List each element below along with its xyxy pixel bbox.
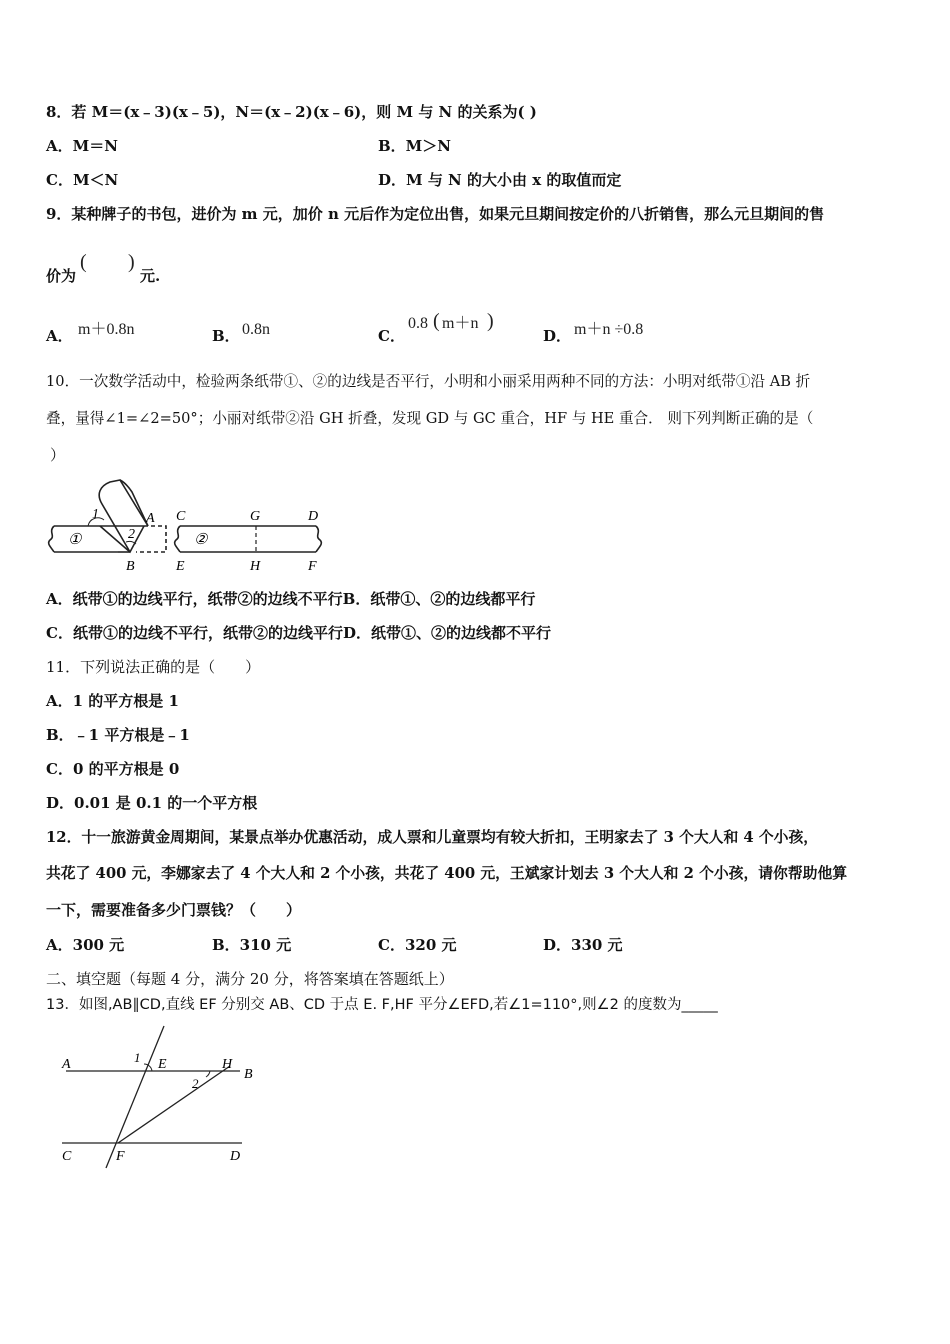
q9-option-d-label: D． — [543, 327, 572, 345]
q9-option-c-close: ) — [487, 310, 494, 332]
q9-option-c-pre: 0.8 — [408, 315, 428, 332]
q13-fig-label-e: E — [158, 1057, 167, 1072]
q9-option-c-open: ( — [433, 310, 440, 332]
q13-fig-label-d: D — [230, 1149, 241, 1164]
q10-fig-label-e: E — [176, 559, 185, 574]
q10-options-cd: C．纸带①的边线不平行，纸带②的边线平行D．纸带①、②的边线都不平行 — [46, 624, 551, 642]
q13-fig-label-h: H — [222, 1057, 233, 1072]
q12-option-d: D．330 元 — [543, 936, 623, 954]
q9-option-a-label: A． — [46, 327, 73, 345]
q13-fig-angle-1: 1 — [134, 1050, 141, 1065]
q11-option-c: C．0 的平方根是 0 — [46, 760, 180, 778]
q13-lines — [62, 1026, 242, 1168]
q8-stem: 8．若 M＝(x﹣3)(x﹣5)，N＝(x﹣2)(x﹣6)，则 M 与 N 的关系为( ) — [46, 103, 537, 121]
q12-stem-line3: 一下，需要准备多少门票钱？（ ） — [46, 901, 302, 919]
q11-option-a: A．1 的平方根是 1 — [46, 692, 179, 710]
q9-option-c-mid: m＋n — [442, 315, 479, 332]
q13-fig-label-c: C — [62, 1149, 72, 1164]
q10-fig-label-d: D — [308, 509, 319, 524]
q9-option-b-label: B． — [212, 327, 240, 345]
q13-figure — [56, 1022, 256, 1170]
q10-stem-line3: ） — [50, 446, 66, 464]
q13-fig-angle-2: 2 — [192, 1076, 199, 1091]
q12-stem-line2: 共花了 400 元，李娜家去了 4 个大人和 2 个小孩，共花了 400 元，王斌家计划去 3 个大人和 2 个小孩，请你帮助他算 — [46, 865, 848, 882]
q11-stem: 11．下列说法正确的是（ ） — [46, 658, 261, 676]
q9-option-d-expr: m＋n ÷0.8 — [574, 321, 644, 338]
q10-fig-strip2: ② — [194, 532, 208, 548]
q8-option-d: D．M 与 N 的大小由 x 的取值而定 — [378, 171, 622, 189]
q10-stem-line2: 叠，量得∠1=∠2=50°；小丽对纸带②沿 GH 折叠，发现 GD 与 GC 重合，HF 与 HE 重合． 则下列判断正确的是（ — [46, 410, 814, 427]
q10-options-ab: A．纸带①的边线平行，纸带②的边线不平行B．纸带①、②的边线都平行 — [46, 590, 536, 608]
q10-fig-label-1: 1 — [92, 507, 99, 522]
q8-option-a: A．M＝N — [46, 137, 118, 155]
q13-fig-label-a: A — [62, 1057, 71, 1072]
q10-stem-line1: 10．一次数学活动中，检验两条纸带①、②的边线是否平行，小明和小丽采用两种不同的方法：小明对纸带①沿 AB 折 — [46, 373, 811, 390]
q9-option-c-label: C． — [378, 327, 405, 345]
q11-option-d: D．0.01 是 0.1 的一个平方根 — [46, 794, 258, 812]
q8-option-b: B．M＞N — [378, 137, 451, 155]
line-ef — [106, 1026, 164, 1168]
q10-fig-label-b: B — [126, 559, 135, 574]
q9-stem2-pre: 价为 — [46, 267, 77, 285]
q10-figure — [44, 478, 334, 576]
q13-fig-label-b: B — [244, 1067, 253, 1082]
q12-option-a: A．300 元 — [46, 936, 125, 954]
q9-option-a-expr: m＋0.8n — [78, 321, 135, 338]
q10-fig-label-a: A — [146, 511, 155, 526]
q9-option-b-expr: 0.8n — [242, 321, 270, 338]
q10-fig-label-f: F — [308, 559, 317, 574]
q13-stem: 13．如图,AB∥CD,直线 EF 分别交 AB、CD 于点 E. F,HF 平分∠EFD,若∠1=110°,则∠2 的度数为_____ — [46, 997, 718, 1013]
q9-stem2-post: 元. — [140, 267, 161, 285]
q10-fig-strip1: ① — [68, 532, 82, 548]
q9-stem: 9．某种牌子的书包，进价为 m 元，加价 n 元后作为定位出售，如果元旦期间按定价的八折销售，那么元旦期间的售 — [46, 205, 825, 223]
section2-title: 二、填空题（每题 4 分，满分 20 分，将答案填在答题纸上） — [46, 970, 454, 988]
q8-option-c: C．M＜N — [46, 171, 119, 189]
q12-option-b: B．310 元 — [212, 936, 292, 954]
q9-paren-close: ) — [128, 251, 135, 273]
q10-fig-label-2: 2 — [128, 527, 135, 542]
q10-fig-label-h: H — [250, 559, 261, 574]
q12-stem-line1: 12．十一旅游黄金周期间，某景点举办优惠活动，成人票和儿童票均有较大折扣，王明家去了 3 个大人和 4 个小孩， — [46, 829, 819, 846]
line-hf — [118, 1066, 230, 1143]
q10-fig-label-g: G — [250, 509, 261, 524]
q13-fig-label-f: F — [116, 1149, 125, 1164]
q12-option-c: C．320 元 — [378, 936, 457, 954]
q11-option-b: B．﹣1 平方根是﹣1 — [46, 726, 190, 744]
q10-fig-label-c: C — [176, 509, 186, 524]
q9-paren-open: ( — [80, 251, 87, 273]
